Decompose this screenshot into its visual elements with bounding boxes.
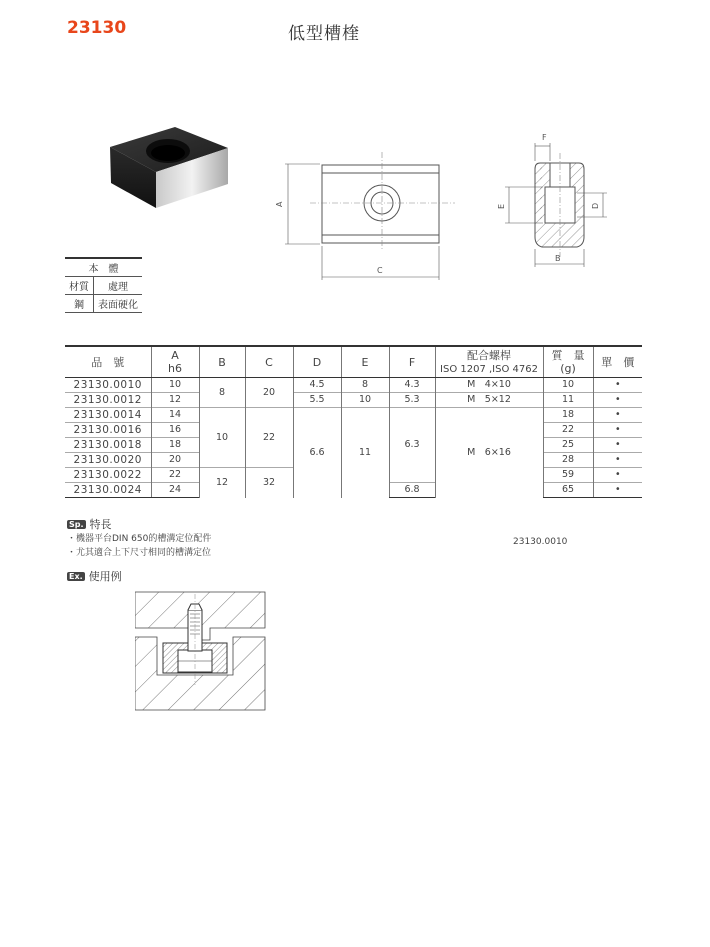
material-header: 本 體 (65, 258, 142, 277)
table-row: 23130.0012 12 5.5 10 5.3 M 5×12 11 • (65, 393, 642, 408)
label-c: C (377, 266, 383, 275)
table-row: 23130.0018 18 25 • (65, 438, 642, 453)
ex-badge: Ex. (69, 572, 83, 581)
feature-item: ・尤其適合上下尺寸相同的槽溝定位 (67, 548, 212, 558)
header-mass: 質 量 (g) (543, 346, 593, 378)
label-d: D (591, 202, 600, 209)
product-title: 低型槽楏 (288, 24, 360, 44)
header-b: B (199, 346, 245, 378)
features-heading: Sp. 特長 (69, 518, 112, 531)
product-photo (100, 120, 235, 215)
header-a: A h6 (151, 346, 199, 378)
table-row: 23130.0014 14 10 22 6.6 11 6.3 M 6×16 18 • (65, 408, 642, 423)
header-screw: 配合螺桿 ISO 1207 ,ISO 4762 (435, 346, 543, 378)
feature-item: ・機器平台DIN 650的槽溝定位配件 (67, 534, 212, 544)
label-f: F (542, 133, 547, 142)
sp-badge: Sp. (69, 520, 84, 529)
treatment-col-label: 處理 (94, 277, 143, 295)
features-list (67, 532, 211, 560)
table-row: 23130.0024 24 6.8 65 • (65, 483, 642, 498)
label-a: A (275, 201, 284, 207)
label-b: B (555, 254, 561, 263)
header-f: F (389, 346, 435, 378)
label-e: E (497, 203, 506, 209)
header-c: C (245, 346, 293, 378)
material-table (65, 257, 142, 313)
spec-table (65, 345, 642, 498)
front-view-drawing (270, 150, 470, 285)
side-section-drawing (495, 125, 615, 270)
table-row: 23130.0016 16 22 • (65, 423, 642, 438)
header-d: D (293, 346, 341, 378)
photo-caption: 23130.0010 (513, 537, 568, 547)
usage-heading: Ex. 使用例 (69, 570, 122, 583)
table-row: 23130.0020 20 28 • (65, 453, 642, 468)
product-code: 23130 (67, 18, 127, 38)
usage-example-drawing (135, 590, 275, 715)
table-row: 23130.0022 22 12 32 59 • (65, 468, 642, 483)
material-value: 鋼 (65, 295, 94, 313)
table-row: 23130.0010 10 8 20 4.5 8 4.3 M 4×10 10 • (65, 378, 642, 393)
material-col-label: 材質 (65, 277, 94, 295)
header-part: 品 號 (65, 346, 151, 378)
treatment-value: 表面硬化 (94, 295, 143, 313)
header-e: E (341, 346, 389, 378)
header-price: 單 價 (593, 346, 642, 378)
